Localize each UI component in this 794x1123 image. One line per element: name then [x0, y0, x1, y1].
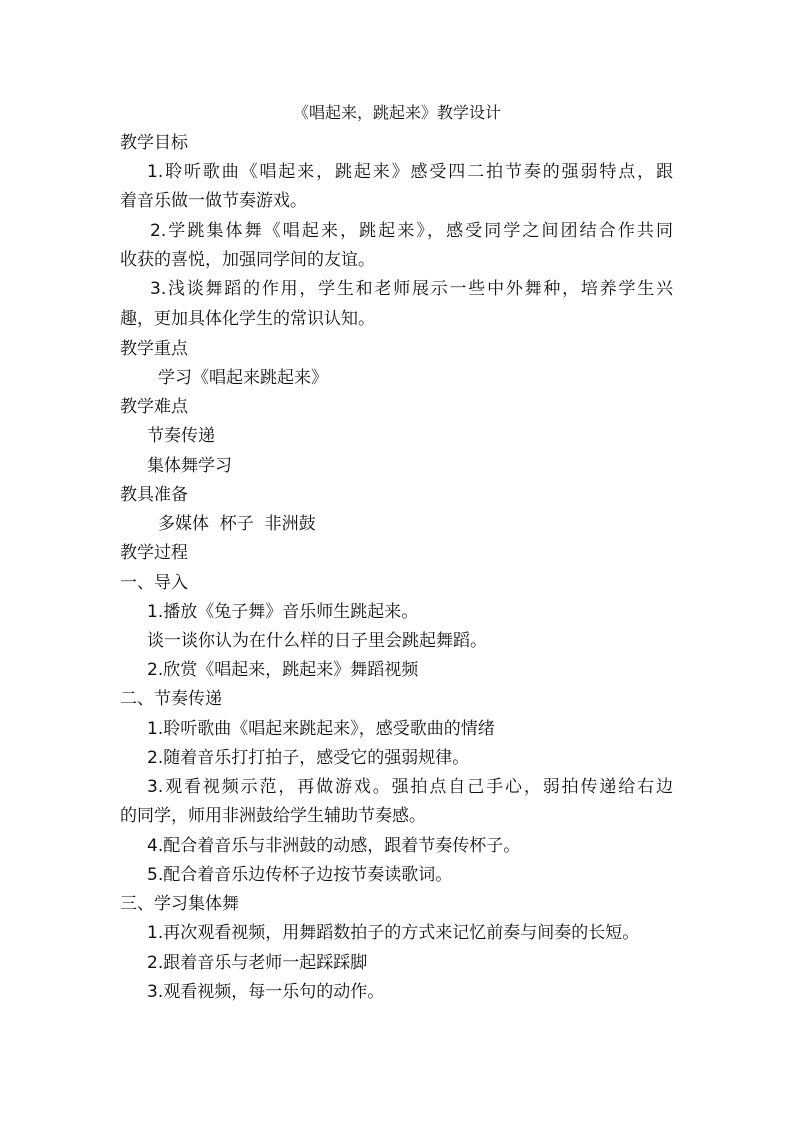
goal-3-first-line: 3.浅谈舞蹈的作用，学生和老师展示一些中外舞种，培养学生兴 — [150, 279, 673, 299]
section-3-line-3: 3.观看视频，每一乐句的动作。 — [147, 982, 385, 1002]
section-3-line-1: 1.再次观看视频，用舞蹈数拍子的方式来记忆前奏与间奏的长短。 — [147, 923, 640, 943]
section-2-line-3-continuation: 的同学，师用非洲鼓给学生辅助节奏感。 — [120, 806, 426, 826]
difficulty-item-2: 集体舞学习 — [147, 456, 232, 476]
section-2-line-1: 1.聆听歌曲《唱起来跳起来》，感受歌曲的情绪 — [147, 719, 495, 739]
tools-heading: 教具准备 — [120, 485, 188, 505]
section-2-line-2: 2.随着音乐打打拍子，感受它的强弱规律。 — [147, 748, 470, 768]
section-2-line-5: 5.配合着音乐边传杯子边按节奏读歌词。 — [147, 865, 453, 885]
section-3-line-2: 2.跟着音乐与老师一起踩踩脚 — [147, 953, 368, 973]
section-1-heading: 一、导入 — [120, 573, 188, 593]
difficulty-item-1: 节奏传递 — [147, 426, 215, 446]
goal-1-continuation: 着音乐做一做节奏游戏。 — [120, 191, 307, 211]
section-2-heading: 二、节奏传递 — [120, 689, 222, 709]
difficulty-heading: 教学难点 — [120, 397, 188, 417]
document-title: 《唱起来，跳起来》教学设计 — [292, 103, 501, 122]
section-1-line-1: 1.播放《兔子舞》音乐师生跳起来。 — [147, 602, 419, 622]
goal-2-first-line: 2.学跳集体舞《唱起来，跳起来》，感受同学之间团结合作共同 — [150, 221, 673, 241]
tools-text: 多媒体 杯子 非洲鼓 — [158, 514, 316, 534]
section-3-heading: 三、学习集体舞 — [120, 894, 239, 914]
key-point-text: 学习《唱起来跳起来》 — [158, 368, 328, 388]
goals-heading: 教学目标 — [120, 133, 188, 153]
section-1-line-2: 谈一谈你认为在什么样的日子里会跳起舞蹈。 — [147, 631, 487, 651]
process-heading: 教学过程 — [120, 543, 188, 563]
key-point-heading: 教学重点 — [120, 339, 188, 359]
goal-3-continuation: 趣，更加具体化学生的常识认知。 — [120, 309, 375, 329]
section-2-line-4: 4.配合着音乐与非洲鼓的动感，跟着节奏传杯子。 — [147, 836, 521, 856]
goal-1-first-line: 1.聆听歌曲《唱起来，跳起来》感受四二拍节奏的强弱特点，跟 — [147, 162, 673, 182]
section-2-line-3: 3.观看视频示范，再做游戏。强拍点自己手心，弱拍传递给右边 — [147, 777, 673, 797]
section-1-line-3: 2.欣赏《唱起来，跳起来》舞蹈视频 — [147, 660, 419, 680]
goal-2-continuation: 收获的喜悦，加强同学间的友谊。 — [120, 250, 375, 270]
